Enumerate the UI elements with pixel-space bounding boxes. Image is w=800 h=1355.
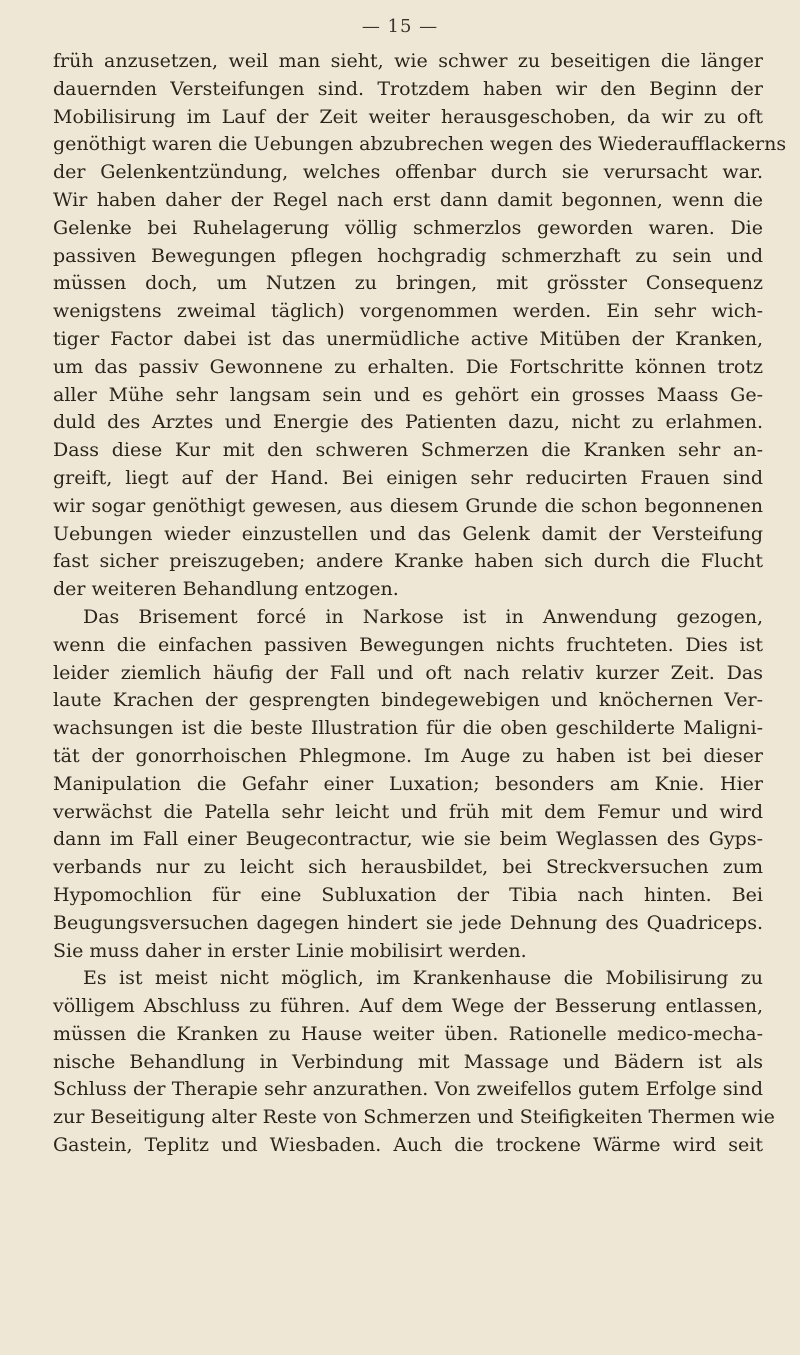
paragraph-3 bbox=[53, 965, 775, 1160]
paragraph-2 bbox=[53, 604, 763, 965]
page-number: — 15 — bbox=[361, 16, 439, 37]
text-line: tiger Factor dabei ist das unermüdliche active Mitüben der Kranken, bbox=[53, 327, 763, 350]
text-line: tät der gonorrhoischen Phlegmone. Im Auge zu haben ist bei dieser bbox=[53, 744, 763, 767]
text-line: passiven Bewegungen pflegen hochgradig schmerzhaft zu sein und bbox=[53, 244, 763, 267]
text-line: nische Behandlung in Verbindung mit Massage und Bädern ist als bbox=[53, 1050, 763, 1073]
text-line: Hypomochlion für eine Subluxation der Tibia nach hinten. Bei bbox=[53, 883, 763, 906]
text-line: früh anzusetzen, weil man sieht, wie schwer zu beseitigen die länger bbox=[53, 50, 763, 72]
text-line: Manipulation die Gefahr einer Luxation; besonders am Knie. Hier bbox=[53, 772, 763, 795]
text-line: Wir haben daher der Regel nach erst dann damit begonnen, wenn die bbox=[53, 188, 763, 211]
text-line: Schluss der Therapie sehr anzurathen. Von zweifellos gutem Erfolge sind bbox=[53, 1078, 763, 1101]
text-line: aller Mühe sehr langsam sein und es gehört ein grosses Maass Ge- bbox=[53, 383, 763, 406]
text-line: verbands nur zu leicht sich herausbildet, bei Streckversuchen zum bbox=[53, 856, 763, 879]
text-line: Gelenke bei Ruhelagerung völlig schmerzlos geworden waren. Die bbox=[53, 216, 763, 239]
text-line: wenn die einfachen passiven Bewegungen nichts fruchteten. Dies ist bbox=[53, 633, 763, 656]
text-line: Dass diese Kur mit den schweren Schmerzen die Kranken sehr an- bbox=[53, 439, 763, 462]
text-line: völligem Abschluss zu führen. Auf dem Wege der Besserung entlassen, bbox=[53, 995, 763, 1018]
text-line: wenigstens zweimal täglich) vorgenommen werden. Ein sehr wich- bbox=[53, 300, 763, 323]
text-line: zur Beseitigung alter Reste von Schmerzen und Steifigkeiten Thermen wie bbox=[53, 1106, 775, 1129]
text-line: dauernden Versteifungen sind. Trotzdem haben wir den Beginn der bbox=[53, 77, 763, 100]
text-line: Beugungsversuchen dagegen hindert sie jede Dehnung des Quadriceps. bbox=[53, 911, 763, 934]
text-line: Es ist meist nicht möglich, im Krankenhause die Mobilisirung zu bbox=[83, 967, 763, 990]
text-line: laute Krachen der gesprengten bindegewebigen und knöchernen Ver- bbox=[53, 689, 763, 712]
paragraph-1 bbox=[53, 48, 787, 604]
text-line: greift, liegt auf der Hand. Bei einigen sehr reducirten Frauen sind bbox=[53, 466, 763, 489]
text-line: leider ziemlich häufig der Fall und oft nach relativ kurzer Zeit. Das bbox=[53, 661, 763, 684]
text-line: fast sicher preiszugeben; andere Kranke haben sich durch die Flucht bbox=[53, 550, 763, 573]
text-line: wir sogar genöthigt gewesen, aus diesem Grunde die schon begonnenen bbox=[53, 494, 763, 517]
text-line: Das Brisement forcé in Narkose ist in Anwendung gezogen, bbox=[83, 605, 763, 628]
body-text bbox=[53, 48, 787, 1160]
text-line: dann im Fall einer Beugecontractur, wie sie beim Weglassen des Gyps- bbox=[53, 828, 763, 851]
text-line: Uebungen wieder einzustellen und das Gelenk damit der Versteifung bbox=[53, 522, 763, 545]
text-line: Mobilisirung im Lauf der Zeit weiter herausgeschoben, da wir zu oft bbox=[53, 105, 763, 128]
text-line: um das passiv Gewonnene zu erhalten. Die Fortschritte können trotz bbox=[53, 355, 763, 378]
text-line: verwächst die Patella sehr leicht und früh mit dem Femur und wird bbox=[53, 800, 763, 823]
text-line: Sie muss daher in erster Linie mobilisirt werden. bbox=[53, 939, 527, 962]
text-line: müssen doch, um Nutzen zu bringen, mit grösster Consequenz bbox=[53, 272, 763, 295]
text-line: duld des Arztes und Energie des Patienten dazu, nicht zu erlahmen. bbox=[53, 411, 763, 434]
text-line: genöthigt waren die Uebungen abzubrechen wegen des Wiederaufflackerns bbox=[53, 133, 787, 156]
text-line: der weiteren Behandlung entzogen. bbox=[53, 578, 399, 601]
text-line: wachsungen ist die beste Illustration für die oben geschilderte Maligni- bbox=[53, 717, 763, 740]
text-line: müssen die Kranken zu Hause weiter üben. Rationelle medico-mecha- bbox=[53, 1022, 763, 1045]
text-line: Gastein, Teplitz und Wiesbaden. Auch die trockene Wärme wird seit bbox=[53, 1134, 763, 1157]
text-line: der Gelenkentzündung, welches offenbar durch sie verursacht war. bbox=[53, 161, 763, 184]
